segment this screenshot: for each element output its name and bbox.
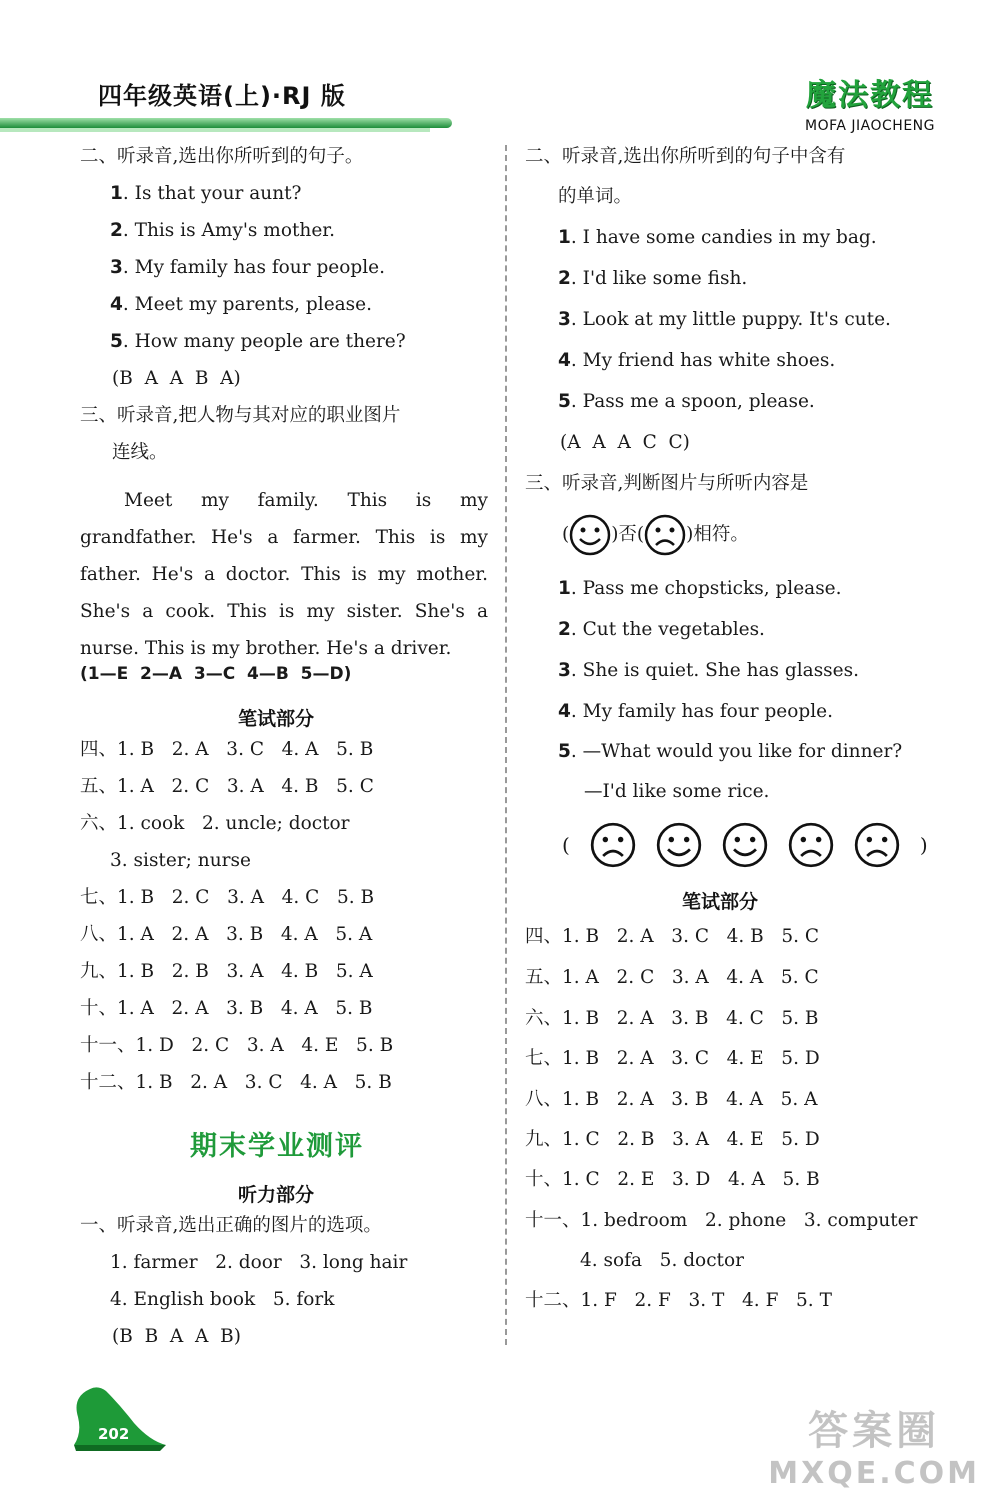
- right-written-11b: 4. sofa 5. doctor: [580, 1250, 744, 1271]
- paren-close: ): [919, 833, 928, 857]
- left-written-8: 八、1. A 2. A 3. B 4. A 5. A: [80, 924, 373, 945]
- sad-face-icon: [854, 822, 900, 868]
- right-q2-item-5: 5. Pass me a spoon, please.: [558, 391, 815, 412]
- final-exam-title: 期末学业测评: [190, 1131, 364, 1162]
- left-written-9: 九、1. B 2. B 3. A 4. B 5. A: [80, 961, 373, 982]
- right-written-12: 十二、1. F 2. F 3. T 4. F 5. T: [525, 1290, 832, 1311]
- brand-en: MOFA JIAOCHENG: [805, 118, 935, 134]
- column-divider: [505, 145, 507, 1345]
- right-q3-answer-faces: [562, 822, 928, 868]
- left-q2-item-2: 2. This is Amy's mother.: [110, 220, 335, 241]
- watermark-cn: 答案圈: [808, 1408, 941, 1454]
- right-q2-title-2: 的单词。: [558, 186, 633, 207]
- left-written-heading: 笔试部分: [238, 708, 315, 730]
- left-q2-item-5: 5. How many people are there?: [110, 331, 406, 352]
- happy-face-icon: [656, 822, 702, 868]
- left-q3-passage: Meet my family. This is my grandfather. He's a farmer. This is my father. He's a doctor. This is my mother. She's a cook. This is my sister. She's a nurse. This is my brother. He's a driver.: [80, 490, 488, 659]
- left-q2-answer: (B A A B A): [112, 368, 241, 389]
- header-bar: [0, 118, 452, 128]
- book-title: 四年级英语(上)·RJ 版: [98, 82, 346, 110]
- right-written-6: 六、1. B 2. A 3. B 4. C 5. B: [525, 1008, 819, 1029]
- brand-cn: 魔法教程: [806, 78, 934, 113]
- listening-heading: 听力部分: [238, 1184, 315, 1206]
- left-q1-line-1: 1. farmer 2. door 3. long hair: [110, 1252, 408, 1273]
- right-q2-item-4: 4. My friend has white shoes.: [558, 350, 836, 371]
- right-written-8: 八、1. B 2. A 3. B 4. A 5. A: [525, 1089, 818, 1110]
- left-written-10: 十、1. A 2. A 3. B 4. A 5. B: [80, 998, 373, 1019]
- paren-open: (: [562, 833, 570, 857]
- right-q2-item-1: 1. I have some candies in my bag.: [558, 227, 877, 248]
- right-q3-item-4: 4. My family has four people.: [558, 701, 833, 722]
- right-q3-item-2: 2. Cut the vegetables.: [558, 619, 765, 640]
- sad-face-icon: [788, 822, 834, 868]
- left-q1-line-2: 4. English book 5. fork: [110, 1289, 335, 1310]
- watermark-en: MXQE.COM: [768, 1456, 980, 1491]
- right-q2-answer: (A A A C C): [560, 432, 690, 453]
- left-written-6b: 3. sister; nurse: [110, 850, 251, 871]
- right-q3-item-5: 5. —What would you like for dinner?: [558, 741, 903, 762]
- left-q1-title: 一、听录音,选出正确的图片的选项。: [80, 1215, 382, 1236]
- left-q2-item-4: 4. Meet my parents, please.: [110, 294, 372, 315]
- header-bar-underline: [0, 128, 430, 132]
- left-written-4: 四、1. B 2. A 3. C 4. A 5. B: [80, 739, 374, 760]
- right-written-5: 五、1. A 2. C 3. A 4. A 5. C: [525, 967, 819, 988]
- left-written-12: 十二、1. B 2. A 3. C 4. A 5. B: [80, 1072, 392, 1093]
- page-number: 202: [98, 1425, 130, 1443]
- happy-face-icon: [722, 822, 768, 868]
- right-q3-item-3: 3. She is quiet. She has glasses.: [558, 660, 860, 681]
- watermark: [768, 1399, 980, 1491]
- left-written-5: 五、1. A 2. C 3. A 4. B 5. C: [80, 776, 374, 797]
- left-written-11: 十一、1. D 2. C 3. A 4. E 5. B: [80, 1035, 394, 1056]
- right-written-7: 七、1. B 2. A 3. C 4. E 5. D: [525, 1048, 820, 1069]
- sad-face-icon: [590, 822, 636, 868]
- brand-logo: [805, 70, 935, 134]
- left-written-7: 七、1. B 2. C 3. A 4. C 5. B: [80, 887, 375, 908]
- answer-faces: [590, 822, 900, 868]
- right-q3-title: 三、听录音,判断图片与所听内容是: [525, 473, 809, 494]
- sad-face-icon: [644, 514, 686, 556]
- left-q2-item-1: 1. Is that your aunt?: [110, 183, 302, 204]
- right-written-10: 十、1. C 2. E 3. D 4. A 5. B: [525, 1169, 820, 1190]
- left-written-6: 六、1. cook 2. uncle; doctor: [80, 813, 350, 834]
- left-q2-item-3: 3. My family has four people.: [110, 257, 385, 278]
- left-q3-title-1: 三、听录音,把人物与其对应的职业图片: [80, 405, 401, 426]
- right-written-4: 四、1. B 2. A 3. C 4. B 5. C: [525, 926, 820, 947]
- right-q3-item-1: 1. Pass me chopsticks, please.: [558, 578, 842, 599]
- right-q2-item-3: 3. Look at my little puppy. It's cute.: [558, 309, 891, 330]
- right-written-heading: 笔试部分: [682, 891, 759, 913]
- right-q2-item-2: 2. I'd like some fish.: [558, 268, 748, 289]
- happy-face-icon: [569, 514, 611, 556]
- right-q3-item-5-reply: —I'd like some rice.: [584, 781, 770, 802]
- left-q3-title-2: 连线。: [112, 442, 168, 463]
- right-written-11: 十一、1. bedroom 2. phone 3. computer: [525, 1210, 918, 1231]
- right-q3-subtitle: ( )否( )相符。: [562, 514, 749, 556]
- left-q1-answer: (B B A A B): [112, 1326, 241, 1347]
- right-q2-title-1: 二、听录音,选出你所听到的句子中含有: [525, 146, 846, 167]
- left-q3-answer: (1—E 2—A 3—C 4—B 5—D): [80, 664, 352, 684]
- left-q2-title: 二、听录音,选出你所听到的句子。: [80, 146, 364, 167]
- right-written-9: 九、1. C 2. B 3. A 4. E 5. D: [525, 1129, 820, 1150]
